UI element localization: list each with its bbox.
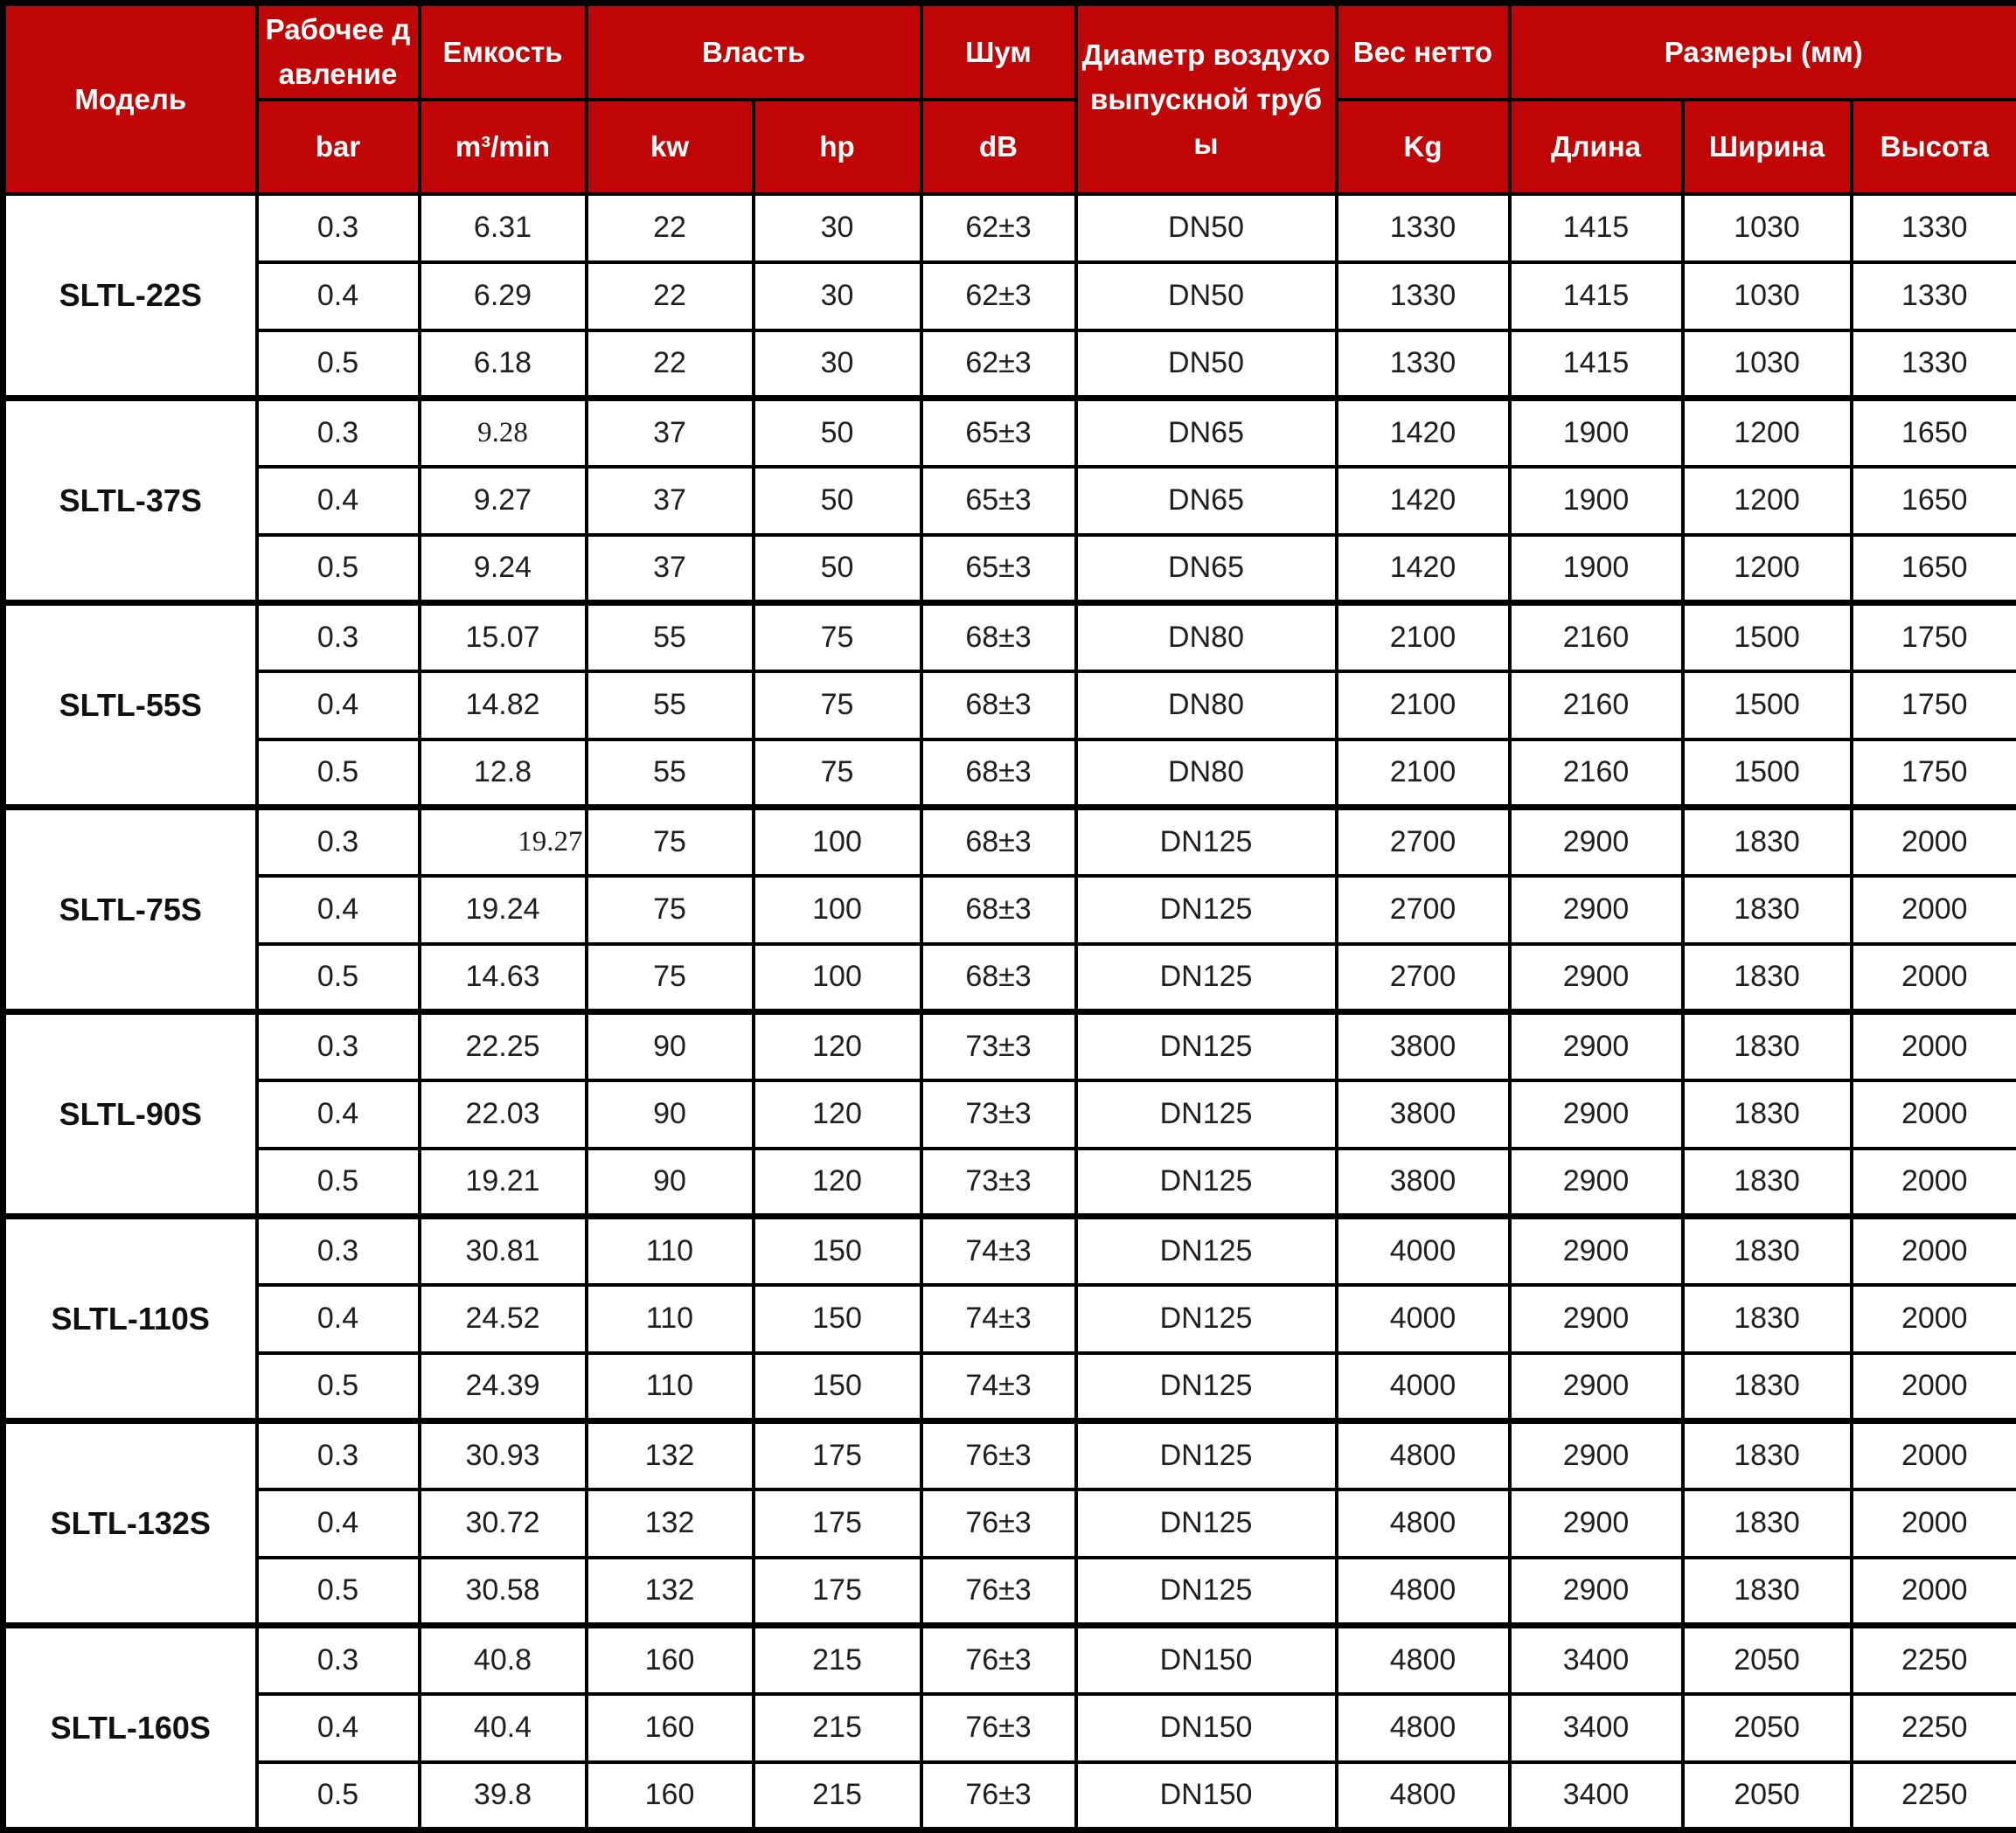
cell-width: 1830 bbox=[1683, 944, 1852, 1012]
cell-bar: 0.3 bbox=[257, 1217, 420, 1285]
cell-kw: 110 bbox=[587, 1217, 754, 1285]
cell-bar: 0.3 bbox=[257, 194, 420, 262]
table-row bbox=[3, 671, 2016, 739]
cell-length: 2900 bbox=[1510, 1353, 1683, 1421]
cell-width: 1830 bbox=[1683, 1489, 1852, 1558]
table-row bbox=[3, 1694, 2016, 1762]
cell-width: 1830 bbox=[1683, 1421, 1852, 1489]
cell-height: 1330 bbox=[1852, 262, 2016, 330]
cell-bar: 0.4 bbox=[257, 876, 420, 944]
cell-width: 1830 bbox=[1683, 1217, 1852, 1285]
table-row bbox=[3, 330, 2016, 399]
header-net-weight: Вес нетто bbox=[1337, 3, 1510, 100]
cell-width: 1200 bbox=[1683, 467, 1852, 535]
cell-db: 74±3 bbox=[921, 1217, 1076, 1285]
model-cell: SLTL-22S bbox=[3, 194, 257, 399]
cell-length: 1900 bbox=[1510, 399, 1683, 467]
cell-height: 2000 bbox=[1852, 1012, 2016, 1080]
cell-capacity: 24.39 bbox=[420, 1353, 587, 1421]
cell-length: 2900 bbox=[1510, 944, 1683, 1012]
cell-bar: 0.5 bbox=[257, 1762, 420, 1830]
cell-kg: 4800 bbox=[1337, 1694, 1510, 1762]
cell-pipe: DN125 bbox=[1076, 1080, 1337, 1149]
cell-width: 1830 bbox=[1683, 1353, 1852, 1421]
cell-pipe: DN150 bbox=[1076, 1694, 1337, 1762]
cell-kg: 2100 bbox=[1337, 671, 1510, 739]
cell-capacity: 19.27 bbox=[420, 808, 587, 876]
cell-kg: 1330 bbox=[1337, 262, 1510, 330]
cell-length: 3400 bbox=[1510, 1626, 1683, 1694]
table-row bbox=[3, 399, 2016, 467]
cell-length: 1415 bbox=[1510, 330, 1683, 399]
cell-kg: 3800 bbox=[1337, 1149, 1510, 1217]
cell-kw: 160 bbox=[587, 1762, 754, 1830]
cell-kw: 110 bbox=[587, 1285, 754, 1353]
cell-kw: 160 bbox=[587, 1694, 754, 1762]
cell-length: 2900 bbox=[1510, 808, 1683, 876]
cell-db: 76±3 bbox=[921, 1558, 1076, 1626]
cell-hp: 30 bbox=[754, 194, 921, 262]
cell-db: 73±3 bbox=[921, 1080, 1076, 1149]
cell-hp: 75 bbox=[754, 739, 921, 808]
cell-kw: 160 bbox=[587, 1626, 754, 1694]
model-cell: SLTL-110S bbox=[3, 1217, 257, 1421]
cell-hp: 75 bbox=[754, 671, 921, 739]
cell-height: 2000 bbox=[1852, 876, 2016, 944]
cell-height: 1750 bbox=[1852, 739, 2016, 808]
cell-pipe: DN125 bbox=[1076, 1012, 1337, 1080]
cell-height: 2000 bbox=[1852, 1149, 2016, 1217]
cell-height: 1750 bbox=[1852, 603, 2016, 671]
cell-width: 1830 bbox=[1683, 1285, 1852, 1353]
model-cell: SLTL-37S bbox=[3, 399, 257, 603]
cell-kw: 90 bbox=[587, 1080, 754, 1149]
table-row bbox=[3, 1285, 2016, 1353]
table-row bbox=[3, 1558, 2016, 1626]
cell-kw: 132 bbox=[587, 1489, 754, 1558]
cell-width: 2050 bbox=[1683, 1762, 1852, 1830]
model-cell: SLTL-132S bbox=[3, 1421, 257, 1626]
cell-kg: 4800 bbox=[1337, 1626, 1510, 1694]
cell-kg: 2100 bbox=[1337, 603, 1510, 671]
cell-db: 62±3 bbox=[921, 194, 1076, 262]
cell-pipe: DN125 bbox=[1076, 1149, 1337, 1217]
cell-hp: 215 bbox=[754, 1694, 921, 1762]
cell-width: 1030 bbox=[1683, 262, 1852, 330]
cell-pipe: DN65 bbox=[1076, 399, 1337, 467]
header-pipe-diameter: Диаметр воздуховыпускной трубы bbox=[1076, 3, 1337, 194]
cell-bar: 0.5 bbox=[257, 1558, 420, 1626]
cell-kg: 4000 bbox=[1337, 1217, 1510, 1285]
cell-bar: 0.3 bbox=[257, 1012, 420, 1080]
cell-kw: 75 bbox=[587, 944, 754, 1012]
cell-width: 2050 bbox=[1683, 1626, 1852, 1694]
cell-pipe: DN125 bbox=[1076, 1489, 1337, 1558]
cell-kg: 2700 bbox=[1337, 808, 1510, 876]
cell-width: 1830 bbox=[1683, 1080, 1852, 1149]
cell-capacity: 22.03 bbox=[420, 1080, 587, 1149]
cell-capacity: 12.8 bbox=[420, 739, 587, 808]
cell-bar: 0.4 bbox=[257, 262, 420, 330]
table-body bbox=[3, 194, 2016, 1830]
cell-db: 76±3 bbox=[921, 1421, 1076, 1489]
cell-capacity: 6.29 bbox=[420, 262, 587, 330]
cell-db: 73±3 bbox=[921, 1149, 1076, 1217]
cell-hp: 100 bbox=[754, 944, 921, 1012]
cell-kw: 37 bbox=[587, 399, 754, 467]
cell-kg: 1420 bbox=[1337, 467, 1510, 535]
header-row-titles bbox=[3, 3, 2016, 100]
cell-length: 2160 bbox=[1510, 739, 1683, 808]
table-row bbox=[3, 1217, 2016, 1285]
table-row bbox=[3, 808, 2016, 876]
cell-capacity: 19.24 bbox=[420, 876, 587, 944]
cell-capacity: 9.28 bbox=[420, 399, 587, 467]
header-unit-m3min: m³/min bbox=[420, 100, 587, 194]
cell-kw: 132 bbox=[587, 1421, 754, 1489]
model-cell: SLTL-55S bbox=[3, 603, 257, 808]
table-row bbox=[3, 1421, 2016, 1489]
cell-kw: 55 bbox=[587, 739, 754, 808]
cell-kw: 37 bbox=[587, 535, 754, 603]
cell-height: 2250 bbox=[1852, 1694, 2016, 1762]
cell-width: 1830 bbox=[1683, 1149, 1852, 1217]
header-noise: Шум bbox=[921, 3, 1076, 100]
cell-kg: 2700 bbox=[1337, 876, 1510, 944]
cell-hp: 120 bbox=[754, 1012, 921, 1080]
cell-capacity: 30.81 bbox=[420, 1217, 587, 1285]
table-row bbox=[3, 1149, 2016, 1217]
header-unit-hp: hp bbox=[754, 100, 921, 194]
header-unit-bar: bar bbox=[257, 100, 420, 194]
table-row bbox=[3, 1012, 2016, 1080]
cell-kw: 55 bbox=[587, 603, 754, 671]
cell-capacity: 22.25 bbox=[420, 1012, 587, 1080]
cell-bar: 0.3 bbox=[257, 1626, 420, 1694]
cell-capacity: 15.07 bbox=[420, 603, 587, 671]
cell-width: 1830 bbox=[1683, 808, 1852, 876]
cell-length: 2900 bbox=[1510, 1489, 1683, 1558]
table-row bbox=[3, 262, 2016, 330]
table-row bbox=[3, 467, 2016, 535]
cell-height: 2000 bbox=[1852, 944, 2016, 1012]
cell-capacity: 14.82 bbox=[420, 671, 587, 739]
cell-bar: 0.4 bbox=[257, 671, 420, 739]
cell-height: 2000 bbox=[1852, 1421, 2016, 1489]
cell-pipe: DN150 bbox=[1076, 1762, 1337, 1830]
cell-pipe: DN50 bbox=[1076, 262, 1337, 330]
cell-capacity: 9.24 bbox=[420, 535, 587, 603]
cell-db: 65±3 bbox=[921, 399, 1076, 467]
cell-db: 68±3 bbox=[921, 876, 1076, 944]
cell-capacity: 40.4 bbox=[420, 1694, 587, 1762]
cell-kg: 4800 bbox=[1337, 1421, 1510, 1489]
cell-length: 2160 bbox=[1510, 671, 1683, 739]
header-model: Модель bbox=[3, 3, 257, 194]
cell-bar: 0.5 bbox=[257, 1353, 420, 1421]
cell-height: 1650 bbox=[1852, 399, 2016, 467]
cell-bar: 0.4 bbox=[257, 467, 420, 535]
header-unit-db: dB bbox=[921, 100, 1076, 194]
cell-hp: 175 bbox=[754, 1558, 921, 1626]
table-row bbox=[3, 876, 2016, 944]
cell-db: 65±3 bbox=[921, 467, 1076, 535]
table-row bbox=[3, 1762, 2016, 1830]
model-cell: SLTL-75S bbox=[3, 808, 257, 1012]
cell-kg: 1330 bbox=[1337, 330, 1510, 399]
header-dim-length: Длина bbox=[1510, 100, 1683, 194]
table-row bbox=[3, 1353, 2016, 1421]
cell-capacity: 30.93 bbox=[420, 1421, 587, 1489]
cell-bar: 0.4 bbox=[257, 1694, 420, 1762]
cell-pipe: DN80 bbox=[1076, 671, 1337, 739]
cell-db: 74±3 bbox=[921, 1353, 1076, 1421]
cell-height: 2250 bbox=[1852, 1762, 2016, 1830]
cell-kw: 90 bbox=[587, 1012, 754, 1080]
cell-width: 1830 bbox=[1683, 876, 1852, 944]
cell-height: 2000 bbox=[1852, 1489, 2016, 1558]
cell-db: 76±3 bbox=[921, 1626, 1076, 1694]
cell-length: 3400 bbox=[1510, 1762, 1683, 1830]
cell-width: 1830 bbox=[1683, 1558, 1852, 1626]
cell-width: 1030 bbox=[1683, 194, 1852, 262]
header-row-units bbox=[3, 100, 2016, 194]
cell-height: 2000 bbox=[1852, 1217, 2016, 1285]
cell-length: 2900 bbox=[1510, 1285, 1683, 1353]
cell-kg: 3800 bbox=[1337, 1080, 1510, 1149]
cell-width: 1500 bbox=[1683, 739, 1852, 808]
cell-width: 2050 bbox=[1683, 1694, 1852, 1762]
cell-hp: 50 bbox=[754, 535, 921, 603]
cell-bar: 0.4 bbox=[257, 1489, 420, 1558]
table-row bbox=[3, 1626, 2016, 1694]
cell-db: 76±3 bbox=[921, 1489, 1076, 1558]
cell-width: 1030 bbox=[1683, 330, 1852, 399]
cell-db: 62±3 bbox=[921, 330, 1076, 399]
cell-hp: 120 bbox=[754, 1149, 921, 1217]
cell-hp: 215 bbox=[754, 1626, 921, 1694]
cell-kg: 1420 bbox=[1337, 399, 1510, 467]
cell-pipe: DN125 bbox=[1076, 944, 1337, 1012]
cell-height: 2000 bbox=[1852, 1080, 2016, 1149]
cell-length: 1900 bbox=[1510, 535, 1683, 603]
cell-db: 76±3 bbox=[921, 1694, 1076, 1762]
cell-capacity: 24.52 bbox=[420, 1285, 587, 1353]
cell-pipe: DN125 bbox=[1076, 808, 1337, 876]
cell-db: 74±3 bbox=[921, 1285, 1076, 1353]
header-dim-height: Высота bbox=[1852, 100, 2016, 194]
cell-length: 2900 bbox=[1510, 1012, 1683, 1080]
cell-db: 68±3 bbox=[921, 671, 1076, 739]
cell-bar: 0.4 bbox=[257, 1285, 420, 1353]
cell-capacity: 6.18 bbox=[420, 330, 587, 399]
table-row bbox=[3, 739, 2016, 808]
cell-bar: 0.3 bbox=[257, 1421, 420, 1489]
cell-db: 68±3 bbox=[921, 808, 1076, 876]
cell-pipe: DN125 bbox=[1076, 1558, 1337, 1626]
header-capacity: Емкость bbox=[420, 3, 587, 100]
cell-hp: 150 bbox=[754, 1285, 921, 1353]
cell-kg: 2100 bbox=[1337, 739, 1510, 808]
cell-capacity: 14.63 bbox=[420, 944, 587, 1012]
cell-kw: 75 bbox=[587, 808, 754, 876]
cell-db: 76±3 bbox=[921, 1762, 1076, 1830]
cell-hp: 150 bbox=[754, 1353, 921, 1421]
header-unit-kg: Kg bbox=[1337, 100, 1510, 194]
cell-hp: 175 bbox=[754, 1489, 921, 1558]
cell-kw: 22 bbox=[587, 330, 754, 399]
cell-capacity: 39.8 bbox=[420, 1762, 587, 1830]
cell-db: 68±3 bbox=[921, 739, 1076, 808]
cell-pipe: DN80 bbox=[1076, 603, 1337, 671]
cell-width: 1830 bbox=[1683, 1012, 1852, 1080]
cell-kw: 37 bbox=[587, 467, 754, 535]
cell-length: 1415 bbox=[1510, 262, 1683, 330]
cell-kw: 75 bbox=[587, 876, 754, 944]
cell-width: 1500 bbox=[1683, 671, 1852, 739]
header-dim-width: Ширина bbox=[1683, 100, 1852, 194]
cell-length: 2900 bbox=[1510, 1421, 1683, 1489]
cell-height: 2250 bbox=[1852, 1626, 2016, 1694]
cell-kg: 4000 bbox=[1337, 1353, 1510, 1421]
cell-pipe: DN65 bbox=[1076, 535, 1337, 603]
cell-hp: 75 bbox=[754, 603, 921, 671]
cell-kg: 4800 bbox=[1337, 1489, 1510, 1558]
cell-kg: 3800 bbox=[1337, 1012, 1510, 1080]
cell-pipe: DN50 bbox=[1076, 194, 1337, 262]
cell-pipe: DN80 bbox=[1076, 739, 1337, 808]
cell-kg: 2700 bbox=[1337, 944, 1510, 1012]
cell-length: 3400 bbox=[1510, 1694, 1683, 1762]
cell-length: 1415 bbox=[1510, 194, 1683, 262]
cell-capacity: 9.27 bbox=[420, 467, 587, 535]
cell-hp: 215 bbox=[754, 1762, 921, 1830]
cell-hp: 50 bbox=[754, 467, 921, 535]
table-row bbox=[3, 1489, 2016, 1558]
cell-pipe: DN125 bbox=[1076, 1285, 1337, 1353]
cell-bar: 0.3 bbox=[257, 399, 420, 467]
cell-height: 2000 bbox=[1852, 1285, 2016, 1353]
cell-length: 2900 bbox=[1510, 1217, 1683, 1285]
header-power: Власть bbox=[587, 3, 921, 100]
cell-length: 2900 bbox=[1510, 1558, 1683, 1626]
cell-bar: 0.5 bbox=[257, 535, 420, 603]
cell-width: 1500 bbox=[1683, 603, 1852, 671]
cell-length: 2900 bbox=[1510, 876, 1683, 944]
cell-hp: 175 bbox=[754, 1421, 921, 1489]
cell-capacity: 30.58 bbox=[420, 1558, 587, 1626]
cell-capacity: 30.72 bbox=[420, 1489, 587, 1558]
cell-hp: 30 bbox=[754, 330, 921, 399]
cell-capacity: 6.31 bbox=[420, 194, 587, 262]
header-unit-kw: kw bbox=[587, 100, 754, 194]
cell-bar: 0.3 bbox=[257, 808, 420, 876]
cell-kw: 22 bbox=[587, 194, 754, 262]
cell-db: 65±3 bbox=[921, 535, 1076, 603]
cell-height: 1330 bbox=[1852, 194, 2016, 262]
cell-hp: 100 bbox=[754, 808, 921, 876]
table-header bbox=[3, 3, 2016, 194]
cell-height: 1330 bbox=[1852, 330, 2016, 399]
cell-width: 1200 bbox=[1683, 535, 1852, 603]
cell-pipe: DN125 bbox=[1076, 1353, 1337, 1421]
cell-hp: 30 bbox=[754, 262, 921, 330]
cell-bar: 0.5 bbox=[257, 330, 420, 399]
cell-db: 68±3 bbox=[921, 944, 1076, 1012]
cell-kg: 4800 bbox=[1337, 1762, 1510, 1830]
header-dimensions: Размеры (мм) bbox=[1510, 3, 2016, 100]
cell-length: 2900 bbox=[1510, 1080, 1683, 1149]
cell-kg: 4800 bbox=[1337, 1558, 1510, 1626]
cell-kg: 4000 bbox=[1337, 1285, 1510, 1353]
cell-bar: 0.5 bbox=[257, 944, 420, 1012]
cell-hp: 50 bbox=[754, 399, 921, 467]
cell-pipe: DN125 bbox=[1076, 876, 1337, 944]
cell-kw: 55 bbox=[587, 671, 754, 739]
cell-bar: 0.4 bbox=[257, 1080, 420, 1149]
cell-pipe: DN125 bbox=[1076, 1421, 1337, 1489]
cell-kg: 1420 bbox=[1337, 535, 1510, 603]
cell-length: 1900 bbox=[1510, 467, 1683, 535]
cell-pipe: DN125 bbox=[1076, 1217, 1337, 1285]
cell-hp: 150 bbox=[754, 1217, 921, 1285]
table-row bbox=[3, 1080, 2016, 1149]
cell-height: 2000 bbox=[1852, 808, 2016, 876]
cell-length: 2900 bbox=[1510, 1149, 1683, 1217]
cell-length: 2160 bbox=[1510, 603, 1683, 671]
cell-capacity: 40.8 bbox=[420, 1626, 587, 1694]
cell-kg: 1330 bbox=[1337, 194, 1510, 262]
cell-pipe: DN50 bbox=[1076, 330, 1337, 399]
cell-height: 1650 bbox=[1852, 535, 2016, 603]
table-row bbox=[3, 535, 2016, 603]
cell-hp: 120 bbox=[754, 1080, 921, 1149]
table-row bbox=[3, 194, 2016, 262]
cell-bar: 0.5 bbox=[257, 1149, 420, 1217]
model-cell: SLTL-90S bbox=[3, 1012, 257, 1217]
table-row bbox=[3, 603, 2016, 671]
cell-pipe: DN150 bbox=[1076, 1626, 1337, 1694]
cell-capacity: 19.21 bbox=[420, 1149, 587, 1217]
cell-height: 1750 bbox=[1852, 671, 2016, 739]
cell-pipe: DN65 bbox=[1076, 467, 1337, 535]
cell-width: 1200 bbox=[1683, 399, 1852, 467]
cell-kw: 90 bbox=[587, 1149, 754, 1217]
cell-bar: 0.3 bbox=[257, 603, 420, 671]
cell-db: 73±3 bbox=[921, 1012, 1076, 1080]
table-row bbox=[3, 944, 2016, 1012]
cell-height: 1650 bbox=[1852, 467, 2016, 535]
cell-bar: 0.5 bbox=[257, 739, 420, 808]
cell-height: 2000 bbox=[1852, 1558, 2016, 1626]
cell-kw: 110 bbox=[587, 1353, 754, 1421]
model-cell: SLTL-160S bbox=[3, 1626, 257, 1830]
header-pressure: Рабочее давление bbox=[257, 3, 420, 100]
cell-kw: 22 bbox=[587, 262, 754, 330]
cell-db: 62±3 bbox=[921, 262, 1076, 330]
cell-kw: 132 bbox=[587, 1558, 754, 1626]
cell-hp: 100 bbox=[754, 876, 921, 944]
cell-height: 2000 bbox=[1852, 1353, 2016, 1421]
cell-db: 68±3 bbox=[921, 603, 1076, 671]
